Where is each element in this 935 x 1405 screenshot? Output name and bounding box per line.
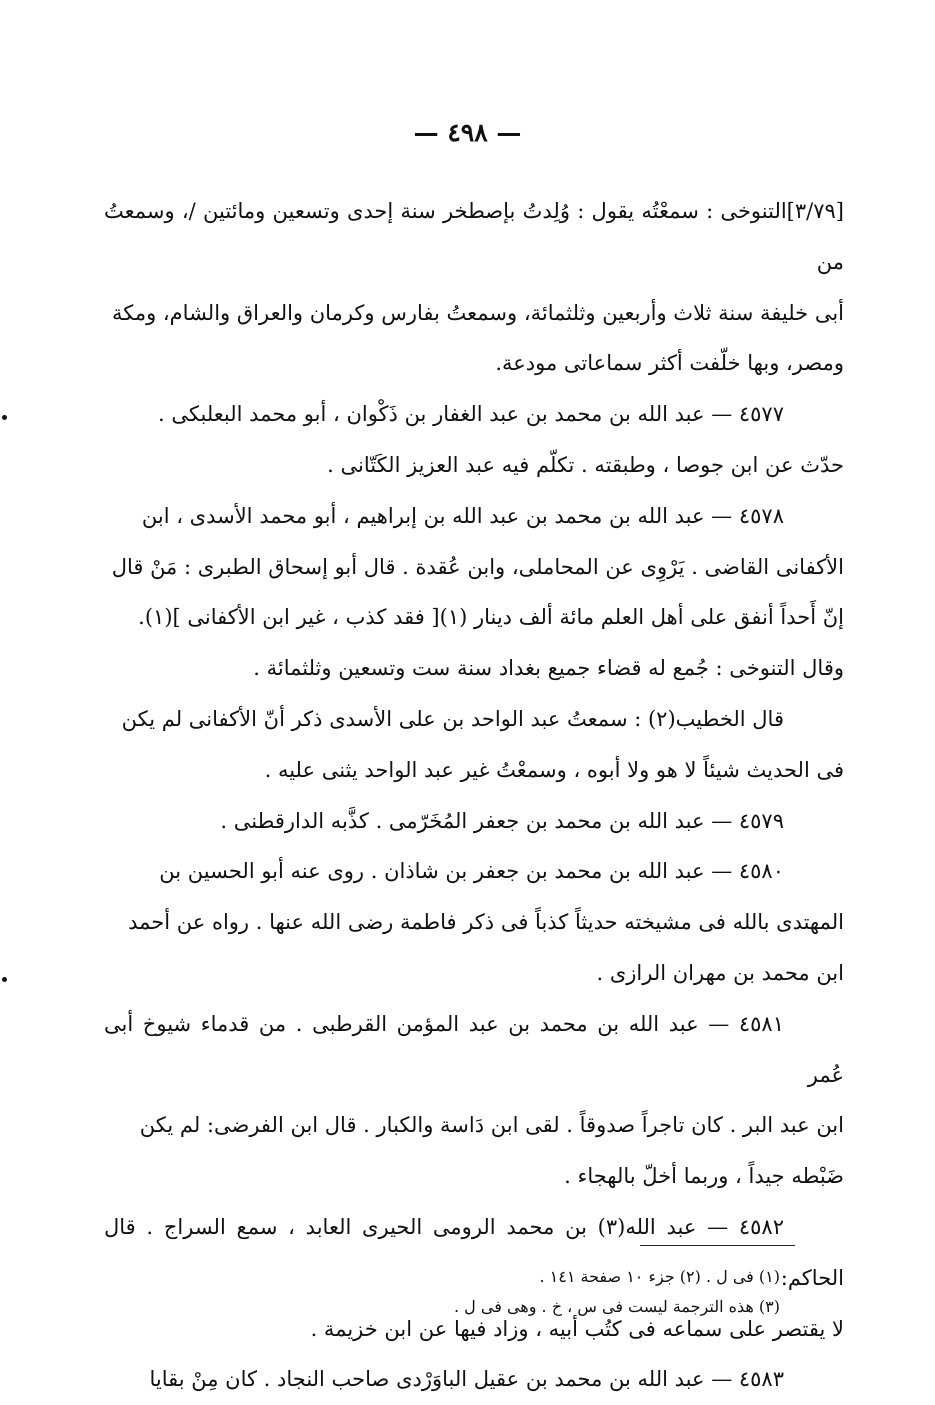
entry-line-4580: ٤٥٨٠ — عبد الله بن محمد بن جعفر بن شاذان . روى عنه أبو الحسين بن (159, 859, 784, 884)
entry-line-4579: ٤٥٧٩ — عبد الله بن محمد بن جعفر المُخَرّمى . كذَّبه الدارقطنى . (220, 808, 784, 833)
entry-line-4577: ٤٥٧٧ — عبد الله بن محمد بن عبد الغفار بن ذَكْوان ، أبو محمد البعلبكى . (158, 402, 784, 427)
text-line: فى الحديث شيئاً لا هو ولا أبوه ، وسمعْتُ غير عبد الواحد يثنى عليه . (264, 757, 844, 782)
entry-line-4578: ٤٥٧٨ — عبد الله بن محمد بن عبد الله بن إبراهيم ، أبو محمد الأسدى ، ابن (141, 503, 784, 528)
footnote-line: (٣) هذه الترجمة ليست فى س ، خ . وهى فى ل . (453, 1297, 780, 1316)
text-line: ومصر، وبها خلّفت أكثر سماعاتى مودعة. (495, 351, 844, 376)
text-line: الأكفانى القاضى . يَرْوِى عن المحاملى، وابن عُقدة . قال أبو إسحاق الطبرى : مَنْ قال (111, 554, 844, 579)
text-line: ابن محمد بن مهران الرازى . (596, 960, 844, 985)
page-number: — ٤٩٨ — (413, 118, 522, 147)
text-line: أبى خليفة سنة ثلاث وأربعين وثلثمائة، وسمعتُ بفارس وكرمان والعراق والشام، ومكة (111, 300, 844, 325)
footnotes (300, 1262, 780, 1322)
text-line: قال الخطيب(٢) : سمعتُ عبد الواحد بن على الأسدى ذكر أنّ الأكفانى لم يكن (121, 706, 784, 731)
text-line: المهتدى بالله فى مشيخته حديثاً كذباً فى ذكر فاطمة رضى الله عنها . رواه عن أحمد (128, 910, 844, 935)
text-line: وقال التنوخى : جُمع له قضاء جميع بغداد سنة ست وتسعين وثلثمائة . (253, 656, 844, 681)
text-line: إنّ أَحداً أنفق على أهل العلم مائة ألف دينار (١)[ فقد كذب ، غير ابن الأكفانى ](١). (138, 605, 844, 630)
text-line: ابن عبد البر . كان تاجراً صدوقاً . لقى ابن دَاسة والكبار . قال ابن الفرضى: لم يكن (139, 1113, 844, 1138)
footnote-line: (١) فى ل . (٢) جزء ١٠ صفحة ١٤١ . (539, 1267, 780, 1286)
body-text (104, 186, 844, 1405)
text-line: حدّث عن ابن جوصا ، وطبقته . تكلّم فيه عبد العزيز الكَتّانى . (327, 452, 844, 477)
entry-line-4583: ٤٥٨٣ — عبد الله بن محمد بن عقيل الباوَرْدى صاحب النجاد . كان مِنْ بقايا (149, 1367, 784, 1392)
text-line: ضَبْطه جيداً ، وربما أخلّ بالهجاء . (564, 1164, 844, 1189)
text-line: لا يقتصر على سماعه فى كتُب أبيه ، وزاد فيها عن ابن خزيمة . (310, 1316, 844, 1341)
scan-speck (2, 977, 7, 982)
entry-line-4581: ٤٥٨١ — عبد الله بن محمد بن عبد المؤمن القرطبى . من قدماء شيوخ أبى عُمر (104, 1011, 844, 1087)
footnote-divider (640, 1245, 795, 1246)
text-line: [٣/٧٩]التنوخى : سمعْتُه يقول : وُلِدتُ بإصطخر سنة إحدى وتسعين ومائتين /، وسمعتُ من (104, 199, 844, 274)
entry-line-4582: ٤٥٨٢ — عبد الله(٣) بن محمد الرومى الحيرى العابد ، سمع السراج . قال الحاكم: (104, 1214, 844, 1290)
scan-speck (2, 415, 7, 420)
